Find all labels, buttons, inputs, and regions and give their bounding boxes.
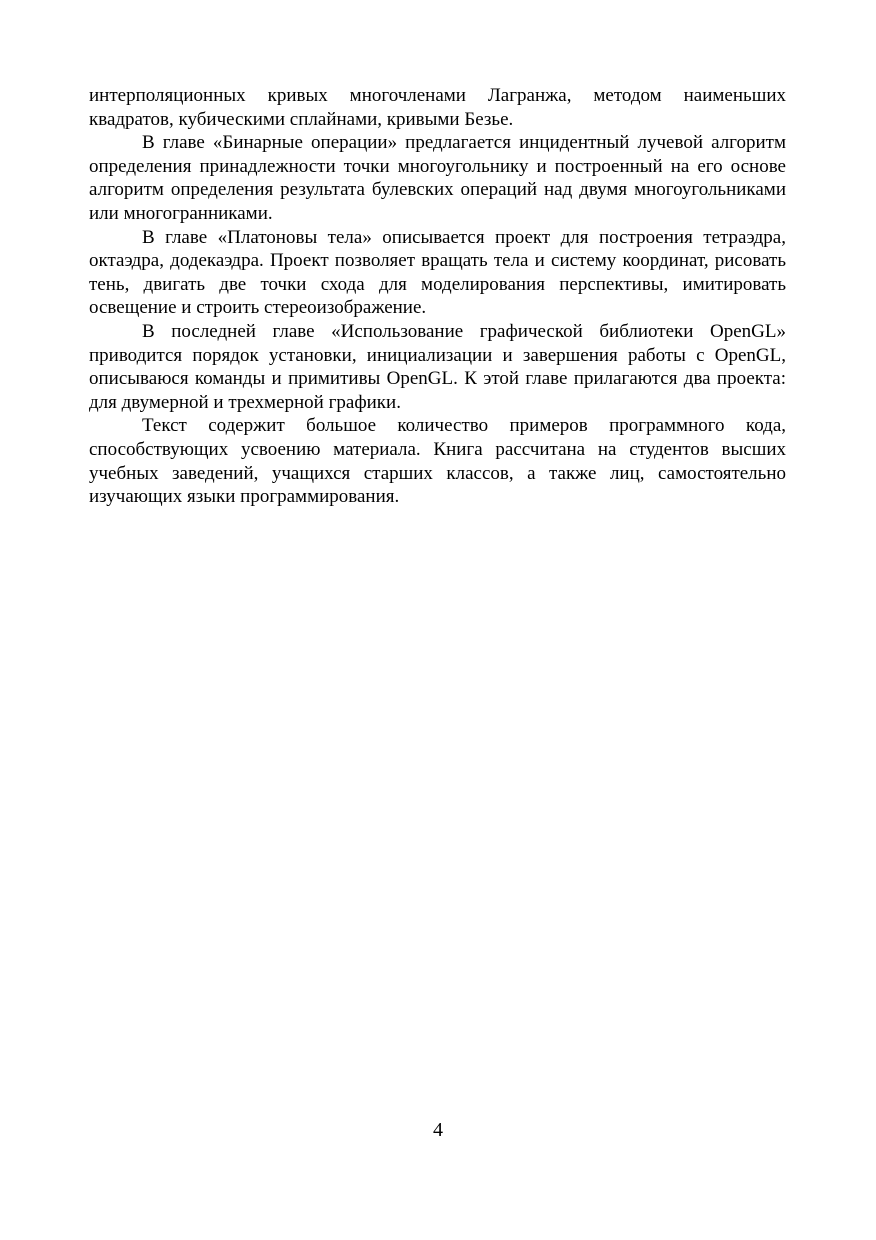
paragraph-opengl: В последней главе «Использование графической библиотеки OpenGL» приводится порядок установки, инициализации и завершения работы с OpenGL, описываюся команды и примитивы OpenGL. К этой главе прилагаются два проекта: для двумерной и трехмерной графики.: [89, 320, 786, 413]
paragraph-binary-operations: В главе «Бинарные операции» предлагается инцидентный лучевой алгоритм определения принадлежности точки многоугольнику и построенный на его основе алгоритм определения результата булевских операций над двумя многоугольниками или многогранниками.: [89, 132, 786, 224]
paragraph-continuation: интерполяционных кривых многочленами Лагранжа, методом наименьших квадратов, кубическими сплайнами, кривыми Безье.: [89, 85, 786, 130]
paragraph-platonic-solids: В главе «Платоновы тела» описывается проект для построения тетраэдра, октаэдра, додекаэдра. Проект позволяет вращать тела и систему координат, рисовать тень, двигать две точки схода для моделирования перспективы, имитировать освещение и строить стереоизображение.: [89, 226, 786, 319]
paragraph-summary: Текст содержит большое количество примеров программного кода, способствующих усвоению материала. Книга рассчитана на студентов высших учебных заведений, учащихся старших классов, а также лиц, самостоятельно изучающих языки программирования.: [89, 415, 786, 508]
page-number: 4: [433, 1119, 443, 1141]
page-body-text: [89, 84, 786, 509]
